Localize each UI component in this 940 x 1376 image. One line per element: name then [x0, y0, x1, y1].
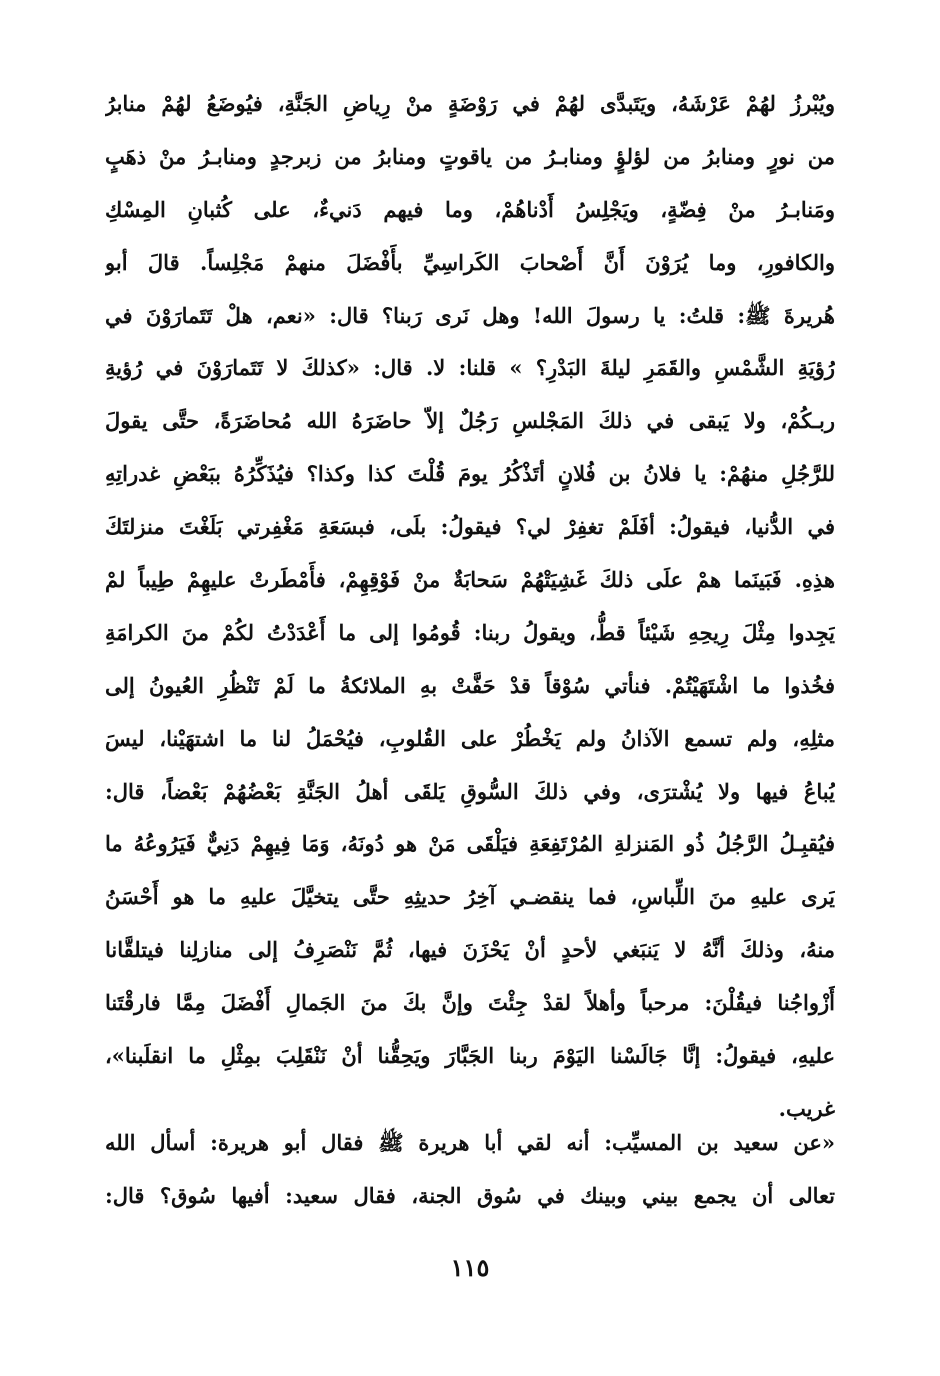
- text-line: عليهِ، فيقولُ: إنَّا جَالَسْنا اليَوْمَ ربنا الجَبَّارَ ويَحِقُّنا أنْ نَنْقَلِبَ بمِثْلِ ما انقلَبنا»،: [105, 1043, 835, 1069]
- text-line: أَزْواجُنا فيقُلْنَ: مرحباً وأهلاً لقدْ جِئْتَ وإنَّ بكَ منَ الجَمالِ أَفْضَلَ مِمَّا فارقْتَنا: [105, 990, 835, 1016]
- text-line: من نورٍ ومنابرُ من لؤلؤٍ ومنابـرُ من ياقوتٍ ومنابرُ من زبرجدٍ ومنابـرُ منْ ذهَبٍ: [105, 143, 835, 169]
- text-line: والكافورِ، وما يُرَوْنَ أَنَّ أَصْحابَ الكَراسِيِّ بأَفْضَلَ منهمْ مَجْلِساً. قالَ أبو: [105, 249, 835, 275]
- text-line: تعالى أن يجمع بيني وبينك في سُوق الجنة، فقال سعيد: أفيها سُوق؟ قال:: [105, 1182, 835, 1208]
- text-line: في الدُّنيا، فيقولُ: أفَلَمْ تغفِرْ لي؟ فيقولُ: بلَى، فبسَعَةِ مَغْفِرتي بَلَغْتَ منزلتَكَ: [105, 514, 835, 540]
- text-line: يَرى عليهِ منَ اللِّباسِ، فما ينقضـي آخِرُ حديثِهِ حتَّى يتخيَّلَ عليهِ ما هو أَحْسَنُ: [105, 884, 835, 910]
- text-line: يَجِدوا مِثْلَ رِيحِهِ شَيْئاً قطُّ، ويقولُ ربنا: قُومُوا إلى ما أَعْدَدْتُ لكُمْ منَ الكرامَةِ: [105, 619, 835, 645]
- text-line: رُؤيَةِ الشَّمْسِ والقَمَرِ ليلةَ البَدْرِ؟ » قلنا: لا. قال: «كذلكَ لا تَتَمارَوْنَ في رُؤيةِ: [105, 355, 835, 381]
- text-line: يُباعُ فيها ولا يُشْترَى، وفي ذلكَ السُّوقِ يَلقَى أهلُ الجَنَّةِ بَعْضُهُمْ بَعْضاً، قال:: [105, 778, 835, 804]
- text-line: هذِهِ. فَبَينَما همْ علَى ذلكَ غَشِيَتْهُمْ سَحابَةٌ منْ فَوْقِهِمْ، فأَمْطَرتْ عليهِمْ طِيباً لمْ: [105, 567, 835, 593]
- text-line: ربـكُمْ، ولا يَبقى في ذلكَ المَجْلسِ رَجُلٌ إلاّ حاضَرَهُ الله مُحاضَرَةً، حتَّى يقولَ: [105, 408, 835, 434]
- text-line: فخُذوا ما اشْتَهَيْتُمْ. فنأتي سُوْقاً قدْ حَفَّتْ بهِ الملائكةُ ما لَمْ تَنْظُرِ العُيونُ إلى: [105, 672, 835, 698]
- text-line: ومَنابـرُ منْ فِضّةٍ، ويَجْلِسُ أَدْناهُمْ، وما فيهم دَنيءٌ، على كُثبانِ المِسْكِ: [105, 196, 835, 222]
- text-line: «عن سعيد بن المسيِّب: أنه لقي أبا هريرة ﷺ فقال أبو هريرة: أسأل الله: [105, 1130, 835, 1155]
- text-line: ويُبْرزُ لهُمْ عَرْشَهُ، ويَتَبدَّى لهُمْ في رَوْضَةٍ منْ رِياضِ الجَنَّةِ، فيُوضَعُ لهُمْ منابرُ: [105, 91, 835, 116]
- text-line: مثلِهِ، ولم تسمع الآذانُ ولم يَخْطُرْ على القُلوبِ، فيُحْمَلُ لنا ما اشتهَيْنا، ليسَ: [105, 725, 835, 751]
- text-line: منهُ، وذلكَ أنَّهُ لا يَنبَغي لأحدٍ أنْ يَحْزَنَ فيها، ثُمَّ نَنْصَرِفُ إلى منازلِنا فيتلقَّانا: [105, 937, 835, 963]
- text-line: للرَّجُلِ منهُمْ: يا فلانُ بن فُلانٍ أتَذْكُرُ يومَ قُلْتَ كذا وكذا؟ فيُذَكِّرُهُ ببَعْضِ غدراتِهِ: [105, 461, 835, 487]
- text-line: غريب.: [778, 1095, 835, 1121]
- quote-paragraph: [105, 1117, 835, 1223]
- text-line: هُريرةَ ﷺ: قلتُ: يا رسولَ الله! وهل نَرى رَبنا؟ قال: «نعم، هلْ تَتَمارَوْنَ في: [105, 302, 835, 328]
- text-line: فيُقبِـلُ الرَّجُلُ ذُو المَنزلةِ المُرْتَفِعَةِ فيَلْقَى مَنْ هو دُونَهُ، وَمَا فِيهِمْ دَنِيٌّ فَيَرُوعُهُ ما: [105, 831, 835, 857]
- main-paragraph: [105, 78, 835, 1136]
- page-number: ١١٥: [450, 1253, 490, 1282]
